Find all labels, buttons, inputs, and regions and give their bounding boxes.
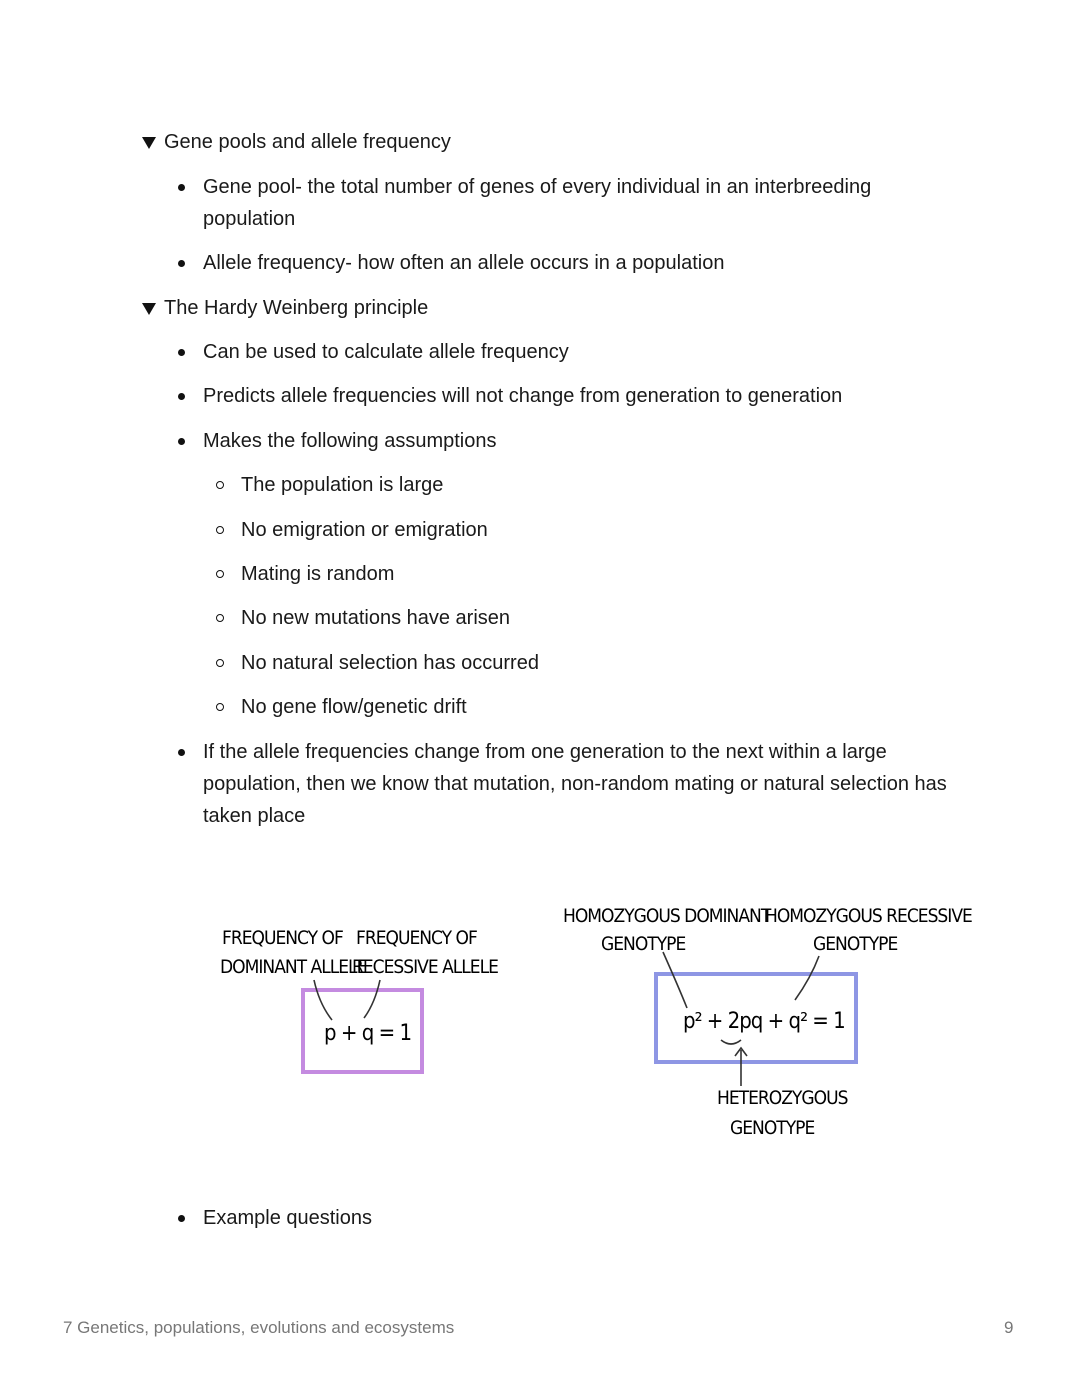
sub-list-item-text: The population is large <box>241 474 444 496</box>
genotype-frequency-diagram <box>555 890 972 1150</box>
hollow-bullet-icon <box>216 481 224 489</box>
dominant-label-line1: FREQUENCY OF <box>222 927 343 949</box>
homo-dominant-line2: GENOTYPE <box>601 933 686 955</box>
bullet-icon <box>178 393 185 400</box>
dominant-label-line2: DOMINANT ALLELE <box>220 956 367 978</box>
hetero-line2: GENOTYPE <box>730 1117 815 1139</box>
list-item-text: Example questions <box>203 1207 372 1229</box>
recessive-label-line1: FREQUENCY OF <box>356 927 477 949</box>
hollow-bullet-icon <box>216 614 224 622</box>
arrow-heterozygous <box>735 1048 747 1086</box>
sub-list-item-text: Mating is random <box>241 563 395 585</box>
equation-text: p² + 2pq + q² = 1 <box>683 1009 845 1034</box>
arrow-homo-dominant <box>663 952 687 1008</box>
list-item-text: Allele frequency- how often an allele occurs in a population <box>203 252 725 274</box>
sub-list-item-text: No new mutations have arisen <box>241 607 511 629</box>
collapse-triangle-icon[interactable] <box>140 292 158 324</box>
homo-recessive-line1: HOMOZYGOUS RECESSIVE <box>765 905 972 927</box>
hetero-line1: HETEROZYGOUS <box>717 1087 848 1109</box>
page-number: 9 <box>1004 1318 1014 1337</box>
sub-list-item-text: No emigration or emigration <box>241 519 488 541</box>
hollow-bullet-icon <box>216 703 224 711</box>
heading-text: The Hardy Weinberg principle <box>164 297 429 319</box>
homo-dominant-line1: HOMOZYGOUS DOMINANT <box>563 905 771 927</box>
arrow-homo-recessive <box>795 956 819 1000</box>
recessive-label-line2: RECESSIVE ALLELE <box>352 956 498 978</box>
equation-text: p + q = 1 <box>324 1021 412 1046</box>
arrow-recessive <box>364 980 380 1018</box>
bullet-icon <box>178 349 185 356</box>
bullet-icon <box>178 1215 185 1222</box>
footer-chapter-title: 7 Genetics, populations, evolutions and ecosystems <box>63 1318 455 1337</box>
bullet-icon <box>178 749 185 756</box>
list-item-text: Can be used to calculate allele frequency <box>203 341 569 363</box>
hollow-bullet-icon <box>216 526 224 534</box>
bullet-icon <box>178 260 185 267</box>
list-item-text: Makes the following assumptions <box>203 430 497 452</box>
hollow-bullet-icon <box>216 570 224 578</box>
bullet-icon <box>178 438 185 445</box>
sub-list-item-text: No natural selection has occurred <box>241 652 539 674</box>
arrow-dominant <box>314 980 332 1020</box>
sub-list-item-text: No gene flow/genetic drift <box>241 696 467 718</box>
list-item-text: If the allele frequencies change from one generation to the next within a large population, then we know that mutation, non-random mating or natural selection has taken place <box>203 741 947 827</box>
bullet-icon <box>178 184 185 191</box>
homo-recessive-line2: GENOTYPE <box>813 933 898 955</box>
collapse-triangle-icon[interactable] <box>140 126 158 158</box>
list-item-text: Predicts allele frequencies will not change from generation to generation <box>203 385 843 407</box>
heading-text: Gene pools and allele frequency <box>164 131 451 153</box>
allele-frequency-diagram <box>200 910 498 1090</box>
hetero-brace <box>721 1040 741 1044</box>
list-item-text: Gene pool- the total number of genes of every individual in an interbreeding population <box>203 176 872 230</box>
hollow-bullet-icon <box>216 659 224 667</box>
